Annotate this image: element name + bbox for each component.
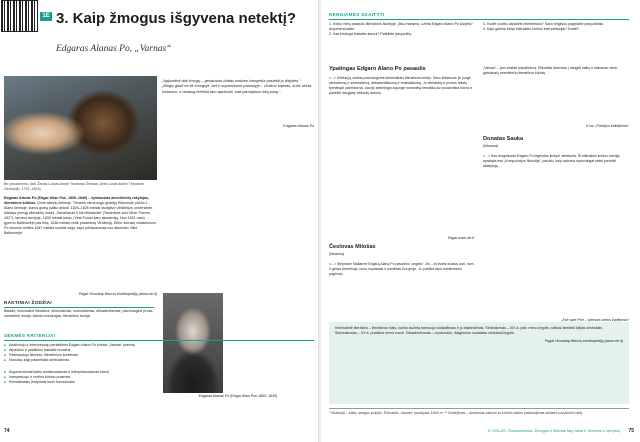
section-text: <...> Stephane Mallarme Edgarą Alaną Po pavadino „angelu“. Jis – ta šviesi dvasia, kuri, nors ir gimęs Amerikoje, buvo suprastas ir įvertintas Europoje. Jo poetika tapo modernizmo pagrindu. xyxy=(329,262,474,276)
list-item: ■ Pasinaudoju istoriniu, literatūriniu kontekstu xyxy=(4,353,154,358)
question-item: 3. Kodėl svarbu atpažinti intertekstus? Savo teiginius pagrįskite pavyzdžiais. xyxy=(483,22,605,26)
section-text: <...> Kas renginiuose Edgaro Po legendos įkvėpti, tebekuria. Ši eilėraščio kūrimo istorija, aprašyta esė „Kompozicijos filosofija“, parodo, kaip autorius sąmoningai siekė paveikti skaitytoją. xyxy=(483,154,621,168)
footnote: * Mutacija – kaita, staigus pokytis. Eilėraštis „Varnas“ parašytas 1845 m. ** Kartėjimas – skiriamas sakinio ar kūrinio dalies pakartojimas siekiant paryškinti mintį. xyxy=(329,408,629,416)
bio-text: Gimė aktorių šeimoje. Tėvams mirus augo globėjų Ričmonde pirklio J. Alano šeimoje, kurios globą paliko anksti. 1825–1826 metais studijavo Virdžinijos universitete. Išleidęs pirmąjį eilėraščių rinkinį „Tamerlanas ir kiti eilėraščiai“ (Tamerlane and Other Poems, 1827), tarnavo armijoje, 1830 metais įstojo į Vest Pointo karo akademiją. Nuo 1831 metų gyveno Baltimorėje pas tetą. 1836 metais vedė pusseserę Virdžiniją. Dirbo žurnalų redaktoriumi. Po žmonos mirties 1847 metais sunkiai sirgo, tapo priklausomas nuo alkoholio. Mirė Baltimorėje. xyxy=(4,201,157,235)
keywords-text: Baladė, kriminalinė literatūra, simbolizmas, siurrealizmas, dekadentizmas, psichologinė proza, romantinė ironija, vidinis monologas, literatūros teorija. xyxy=(4,309,154,318)
list-item: ■ Argumentuotai kalbu analizuodamas ir interpretuodamas kūrinį xyxy=(4,370,154,375)
column-text: „Varnas“ – jam atnešė pripažinimą. Eilėraštis išverstas į daugelį kalbų ir laikomas vienu garsiausių amerikiečių literatūros kūrinių. xyxy=(483,66,618,75)
right-page xyxy=(321,0,640,442)
bio-intro: Edgaras Alanas Po (Edgar Allan Poe, 1809–1849) – žymiausias amerikiečių rašytojas, literatūros kritikas. xyxy=(4,196,149,205)
question-item: 1. Kokių vietų pasaulio literatūros istorijoje, jūsų manymu, užima Edgaro Alano Po kūryba? Argumentuokite. xyxy=(329,22,473,31)
criteria-list xyxy=(4,343,154,363)
left-page xyxy=(0,0,319,442)
question-item: 4. Kaip galima kelyti eilėraščio kūrinio interpretacijai? Kodėl? xyxy=(483,27,580,31)
qr-code-frame xyxy=(1,0,38,32)
reading-questions-2 xyxy=(483,22,629,32)
section-heading: Česlovas Milošas xyxy=(329,244,376,250)
page-number: 75 xyxy=(628,428,634,434)
list-item: ■ Interpretuoju ir vertinu kūrinio prasmes xyxy=(4,375,154,380)
section-text: <...> Kritikai ją vadina psichologinės kriminalinės literatūros kūrėju. Savo tekstuose jis jungė simbolizmą ir siurrealizmą, dekadentiškumą ir realistiškumą. Jo eilėraščių ir prozos tekstų tyrinėtojai pabrėžia tai, kad jis sėkmingai sujungė romantinę tematiką su novatoriška forma ir paveikė daugybę vėlesnių autorių. xyxy=(329,76,472,95)
page-number: 74 xyxy=(4,428,10,434)
section-subtitle: (Ištrauka) xyxy=(329,252,345,256)
reading-title: RENGIAMĖS SKAITYTI xyxy=(329,12,385,17)
question-item: 2. Kas būdinga baladės žanrui? Pateikite pavyzdžių. xyxy=(329,32,413,36)
section-subtitle: (Ištrauka) xyxy=(483,144,499,148)
lesson-title: 3. Kaip žmogus išgyvena netektį? xyxy=(56,10,297,27)
criteria-list-b xyxy=(4,370,154,385)
criteria-title: SĖKMĖS KRITERIJAI xyxy=(4,333,56,338)
divider xyxy=(4,340,314,341)
bio-source: Pagal Visuotinę lietuvių enciklopediją (www.vle.lt) xyxy=(78,292,157,296)
section-heading: Ypatingas Edgaro Alano Po pasaulis xyxy=(329,66,426,72)
author-quote: „Apjuodinti didį žmogų – geriausias būdas mažam žmogeliui pasiekti jo didybės.“ „Blogis glūdi ne tik žmoguje, bet ir supančiame pasaulyje... Gražus sapnas, kuris virsta košmaru, ir nedaug tereikia tam apsisukti, kad pamatytum kitą pusę.“ xyxy=(162,78,311,94)
definition-text: Kriminalinė literatūra – literatūros rūšis, kurios siužetą formuoja nusikaltimas ir jo atskleidimas. Simbolizmas – XIX a. pab. meno kryptis, siekusi išreikšti idėjas simboliais. Siurrealizmas – XX a. pradžios meno srovė. Dekadentizmas – nuosmukio, išsigimimo nuotaikas reiškianti kryptis. xyxy=(335,326,604,335)
list-item: ■ Remdamasis įrodymais kuriu formuluotes xyxy=(4,380,154,385)
divider xyxy=(329,19,629,20)
list-item: ■ Analizuoju ir interpretuoju perkeltinės Edgaro Alano Po kūrinio „Varnas“ prasmę xyxy=(4,343,154,348)
reading-questions xyxy=(329,22,474,37)
section-heading: Donatas Sauka xyxy=(483,136,524,142)
chapter-tab: 1E xyxy=(40,12,52,21)
keywords-title: RAKTINIAI ŽODŽIAI xyxy=(4,300,52,305)
portrait-caption: Edgaras Alanas Po (Edgar Allan Poe 1809–1849) xyxy=(198,394,278,398)
list-item: ■ Atpažįstu ir paaiškinu baladės bruožus xyxy=(4,348,154,353)
lesson-subtitle: Edgaras Alanas Po, „Varnas“ xyxy=(56,44,172,54)
section-source: Pagal www.vle.lt xyxy=(447,236,474,240)
divider xyxy=(4,307,154,308)
chapter-footer: II CIKLAS. Romantizmas. Žmogus ir likimas tarp ideal ir tikrovės ir vertybių xyxy=(488,428,620,433)
list-item: ■ Nurodau kaip pasireiškia simbolizmas xyxy=(4,358,154,363)
portrait-image xyxy=(163,293,223,393)
painting-image xyxy=(4,76,157,180)
column-source: K.Iso „Poezijos kalbėjimas“ xyxy=(585,124,629,128)
section-source: „Esė apie Poe – tyliosios sielos žydėjimas“ xyxy=(561,318,629,322)
painting-caption: Be pavadinimo; dail. Žanas Luisas Andrė Teodoras Žerikas (Jean Louis André Théodore Géricault), 1791–1824) xyxy=(4,182,144,191)
quote-author: Edgaras Alanas Po xyxy=(283,124,314,128)
bio-block xyxy=(4,196,157,236)
definition-box xyxy=(329,322,629,404)
definition-source: Pagal Visuotinę lietuvių enciklopediją (www.vle.lt) xyxy=(544,339,623,343)
